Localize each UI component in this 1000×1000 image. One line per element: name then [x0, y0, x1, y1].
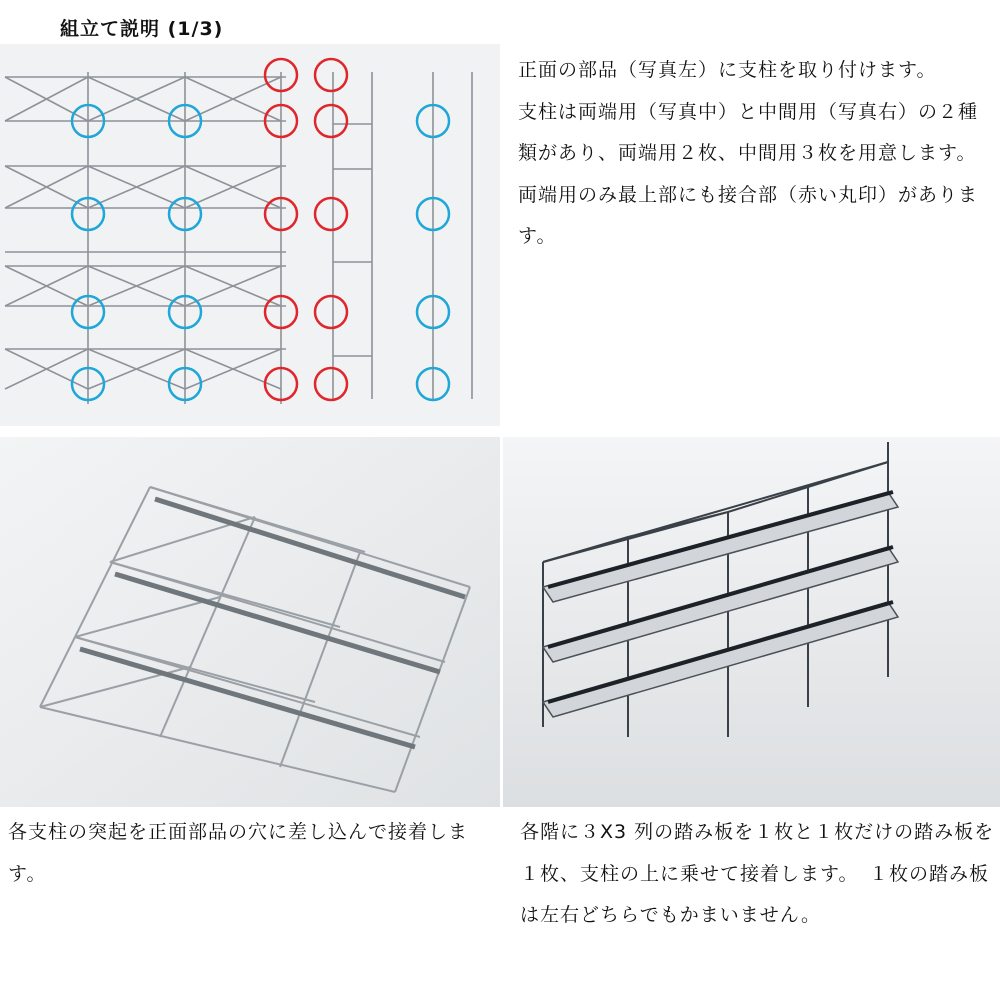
- assembled-scaffold-photo: [503, 437, 1000, 807]
- instruction-step-2: 各支柱の突起を正面部品の穴に差し込んで接着します。: [8, 821, 469, 885]
- instruction-step-3: 各階に３X3 列の踏み板を１枚と１枚だけの踏み板を１枚、支柱の上に乗せて接着します。 １枚の踏み板は左右どちらでもかまいません。: [520, 821, 995, 926]
- front-part-photo: [0, 44, 500, 426]
- posts-inserted-photo: [0, 437, 500, 807]
- assembled-scaffold-illustration: [503, 437, 1000, 807]
- front-part-illustration: [0, 44, 500, 426]
- page-title: 組立て説明 (1/3): [60, 18, 224, 40]
- posts-inserted-illustration: [0, 437, 500, 807]
- instruction-step-1: 正面の部品（写真左）に支柱を取り付けます。 支柱は両端用（写真中）と中間用（写真右）の２種類があり、両端用２枚、中間用３枚を用意します。 両端用のみ最上部にも接合部（赤い丸印）があります。: [518, 59, 979, 247]
